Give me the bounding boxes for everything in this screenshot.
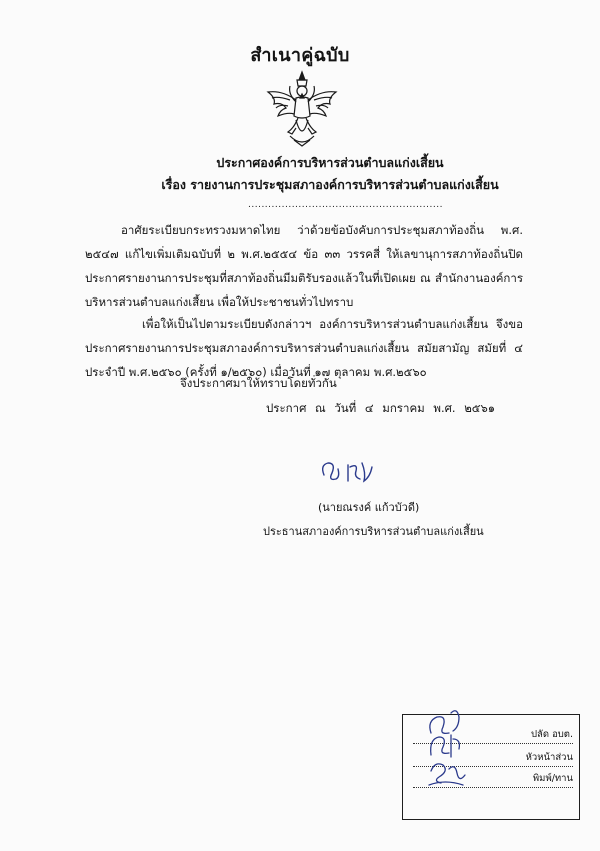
review-label-typist: พิมพ์/ทาน <box>532 773 573 784</box>
review-label-chief: ปลัด อบต. <box>531 729 573 740</box>
handwritten-signature <box>318 457 378 485</box>
copy-header: สำเนาคู่ฉบับ <box>250 45 350 66</box>
signer-name: (นายณรงค์ แก้วบัวดี) <box>318 501 420 514</box>
title-separator: .......................................................... <box>248 200 443 210</box>
garuda-emblem-icon <box>260 70 344 150</box>
initial-signature-3 <box>425 755 471 789</box>
body-paragraph-2: เพื่อให้เป็นไปตามระเบียบดังกล่าวฯ องค์การบริหารส่วนตำบลแก่งเสี้ยน จึงขอประกาศรายงานการประชุมสภาองค์การบริหารส่วนตำบลแก่งเสี้ยน สมัยสามัญ สมัยที่ ๔ ประจำปี พ.ศ.๒๕๖๐ (ครั้งที่ ๑/๒๕๖๐) เมื่อวันที่ ๑๗ ตุลาคม พ.ศ.๒๕๖๐ <box>85 317 523 379</box>
signer-position: ประธานสภาองค์การบริหารส่วนตำบลแก่งเสี้ยน <box>263 525 484 538</box>
body-paragraph-1: อาศัยระเบียบกระทรวงมหาดไทย ว่าด้วยข้อบังคับการประชุมสภาท้องถิ่น พ.ศ. ๒๕๔๗ แก้ไขเพิ่มเติมฉบับที่ ๒ พ.ศ.๒๕๕๔ ข้อ ๓๓ วรรคสี่ ให้เลขานุการสภาท้องถิ่นปิดประกาศรายงานการประชุมที่สภาท้องถิ่นมีมติรับรองแล้วในที่เปิดเผย ณ สำนักงานองค์การบริหารส่วนตำบลแก่งเสี้ยน เพื่อให้ประชาชนทั่วไปทราบ <box>85 223 523 309</box>
announcement-title: ประกาศองค์การบริหารส่วนตำบลแก่งเสี้ยน <box>216 155 444 170</box>
review-label-division-head: หัวหน้าส่วน <box>525 752 573 763</box>
announce-line: จึงประกาศมาให้ทราบโดยทั่วกัน <box>180 376 337 390</box>
date-line: ประกาศ ณ วันที่ ๔ มกราคม พ.ศ. ๒๕๖๑ <box>266 401 496 415</box>
review-initials-box <box>402 714 580 820</box>
subject-line: เรื่อง รายงานการประชุมสภาองค์การบริหารส่วนตำบลแก่งเสี้ยน <box>161 177 499 192</box>
